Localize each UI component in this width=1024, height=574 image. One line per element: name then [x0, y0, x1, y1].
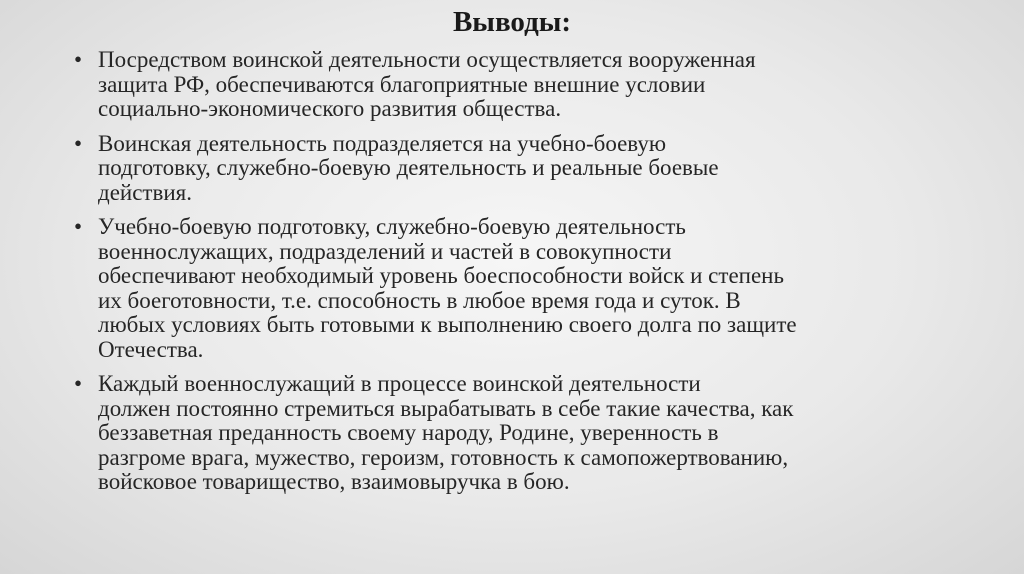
- bullet-item-3: [74, 215, 954, 362]
- bullet-text: Учебно-боевую подготовку, служебно-боевую деятельность военнослужащих, подразделений и частей в совокупности обеспечивают необходимый уровень боеспособности войск и степень их боеготовности, т.е. способность в любое время года и суток. В любых условиях быть готовыми к выполнению своего долга по защите Отечества.: [98, 214, 797, 362]
- bullet-item-1: [74, 48, 954, 122]
- bullet-dot-icon: •: [74, 130, 83, 156]
- bullet-text: Воинская деятельность подразделяется на учебно-боевую подготовку, служебно-боевую деятельность и реальные боевые действия.: [98, 130, 719, 205]
- bullet-dot-icon: •: [74, 214, 83, 239]
- bullet-text: Посредством воинской деятельности осуществляется вооруженная защита РФ, обеспечиваются благоприятные внешние условии социально-экономического развития общества.: [98, 47, 756, 121]
- bullet-dot-icon: •: [74, 371, 83, 396]
- slide-title: Выводы:: [452, 6, 572, 38]
- bullet-item-2: [74, 132, 954, 206]
- bullet-item-4: [74, 372, 954, 495]
- bullet-list: [74, 48, 954, 505]
- bullet-text: Каждый военнослужащий в процессе воинской деятельности должен постоянно стремиться вырабатывать в себе такие качества, как беззаветная преданность своему народу, Родине, уверенность в разгроме врага, мужество, героизм, готовность к самопожертвованию, войсковое товарищество, взаимовыручка в бою.: [98, 371, 794, 494]
- bullet-dot-icon: •: [74, 47, 83, 72]
